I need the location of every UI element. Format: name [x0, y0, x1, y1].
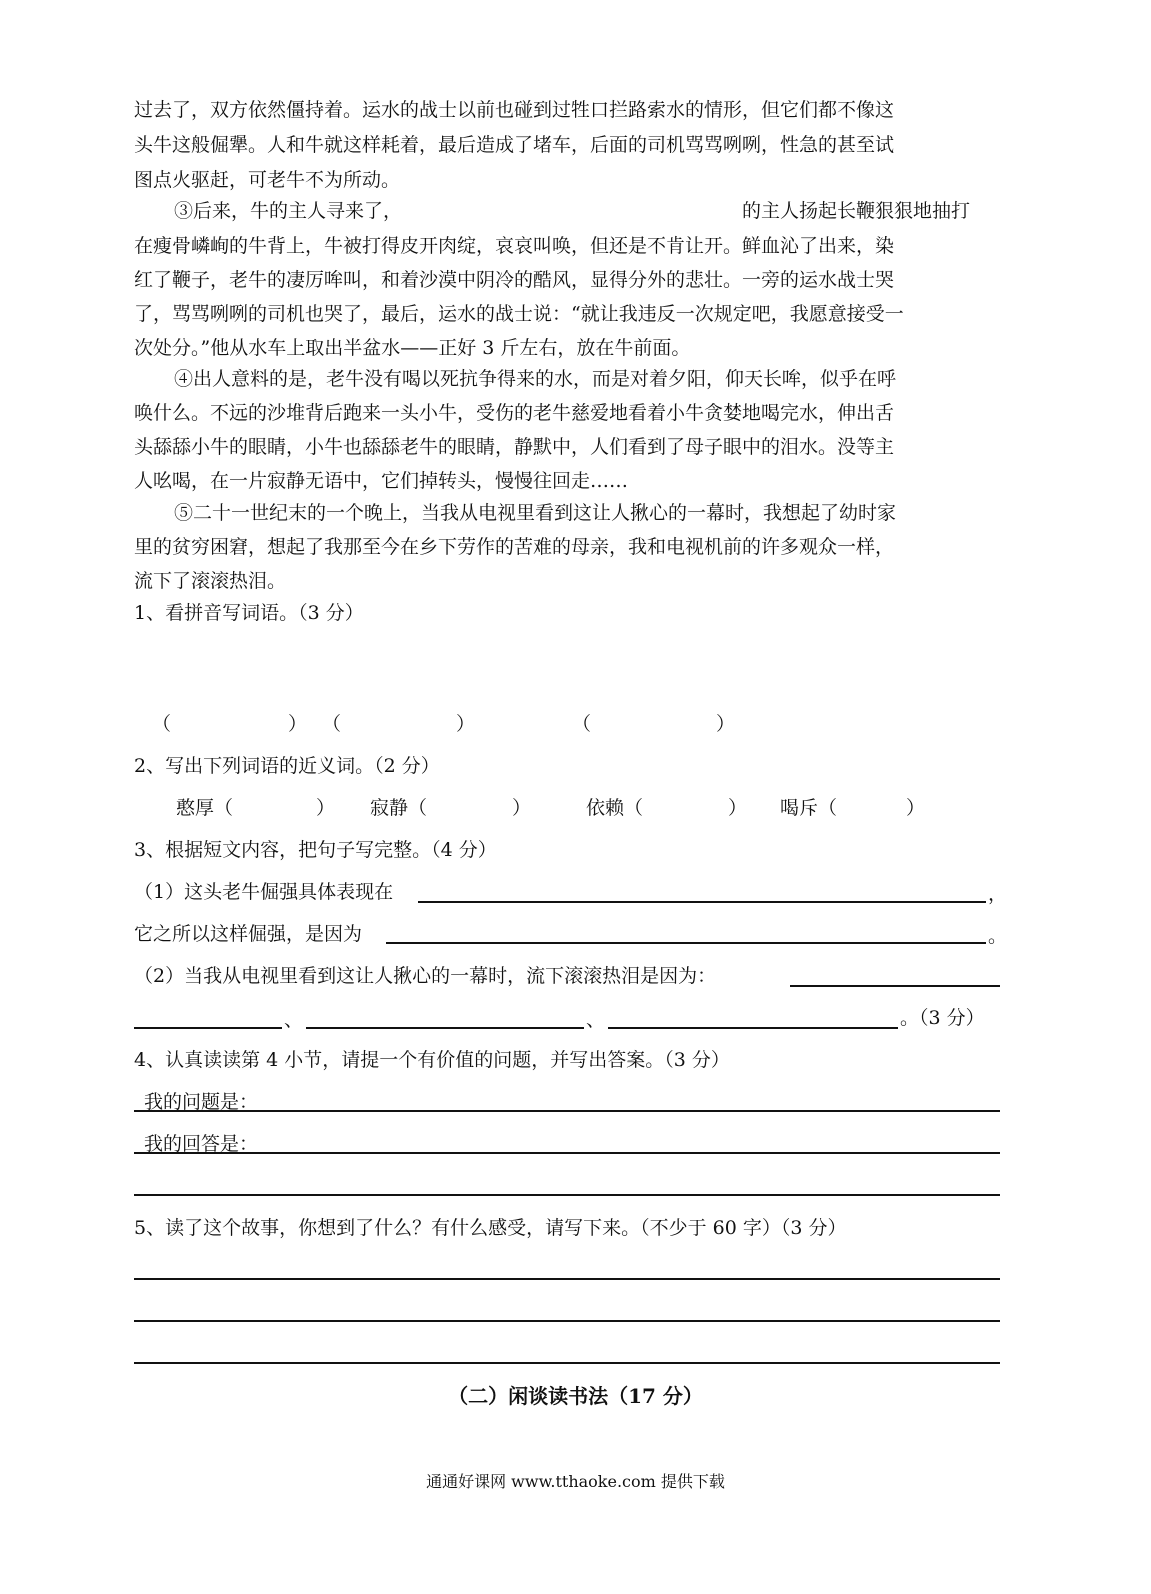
answer-line[interactable]: [134, 1278, 1000, 1280]
synonym-paren-close: ）: [906, 797, 926, 819]
punct: ，: [988, 883, 1008, 905]
punct: 、: [284, 1009, 304, 1031]
passage-line: 头牛这般倔犟。人和牛就这样耗着，最后造成了堵车，后面的司机骂骂咧咧，性急的甚至试: [134, 134, 895, 156]
pinyin-paren-open: （: [152, 713, 172, 735]
pinyin-paren-close: ）: [456, 713, 476, 735]
passage-line: 流下了滚滚热泪。: [134, 570, 287, 592]
question-3: 3、根据短文内容，把句子写完整。（4 分）: [134, 839, 497, 861]
pinyin-paren-close: ）: [716, 713, 736, 735]
answer-line[interactable]: [134, 1362, 1000, 1364]
passage-line: 次处分。”他从水车上取出半盆水——正好 3 斤左右，放在牛前面。: [134, 337, 691, 359]
sentence-1a: （1）这头老牛倔强具体表现在: [134, 881, 394, 903]
pinyin-paren-open: （: [322, 713, 342, 735]
answer-line[interactable]: [418, 901, 986, 903]
pinyin-paren-close: ）: [288, 713, 308, 735]
passage-line: 里的贫穷困窘，想起了我那至今在乡下劳作的苦难的母亲，我和电视机前的许多观众一样，: [134, 536, 895, 558]
punct: 。: [988, 925, 1008, 947]
pinyin-paren-open: （: [572, 713, 592, 735]
answer-line[interactable]: [306, 1027, 584, 1029]
question-2: 2、写出下列词语的近义词。（2 分）: [134, 755, 440, 777]
answer-label: 我的回答是：: [144, 1133, 259, 1155]
passage-line: ③后来，牛的主人寻来了，: [174, 200, 403, 222]
synonym-paren-close: ）: [316, 797, 336, 819]
passage-line: ⑤二十一世纪末的一个晚上，当我从电视里看到这让人揪心的一幕时，我想起了幼时家: [174, 502, 897, 524]
passage-line: 在瘦骨嶙峋的牛背上，牛被打得皮开肉绽，哀哀叫唤，但还是不肯让开。鲜血沁了出来，染: [134, 235, 895, 257]
synonym-word: 寂静（: [370, 797, 428, 819]
synonym-word: 憨厚（: [176, 797, 234, 819]
passage-line: 头舔舔小牛的眼睛，小牛也舔舔老牛的眼睛，静默中，人们看到了母子眼中的泪水。没等主: [134, 436, 895, 458]
answer-line[interactable]: [134, 1110, 1000, 1112]
sentence-2: （2）当我从电视里看到这让人揪心的一幕时，流下滚滚热泪是因为：: [134, 965, 717, 987]
passage-line: 红了鞭子，老牛的凄厉哞叫，和着沙漠中阴冷的酷风，显得分外的悲壮。一旁的运水战士哭: [134, 269, 895, 291]
question-label: 我的问题是：: [144, 1091, 259, 1113]
passage-line: ④出人意料的是，老牛没有喝以死抗争得来的水，而是对着夕阳，仰天长哞，似乎在呼: [174, 368, 897, 390]
section-title: （二）闲谈读书法（17 分）: [448, 1384, 703, 1408]
answer-line[interactable]: [134, 1194, 1000, 1196]
answer-line[interactable]: [134, 1320, 1000, 1322]
passage-line: 的主人扬起长鞭狠狠地抽打: [742, 200, 971, 222]
answer-line[interactable]: [134, 1027, 282, 1029]
passage-line: 图点火驱赶，可老牛不为所动。: [134, 169, 401, 191]
footer: 通通好课网 www.tthaoke.com 提供下载: [426, 1472, 725, 1491]
synonym-word: 喝斥（: [780, 797, 838, 819]
score-label: 。（3 分）: [900, 1007, 985, 1029]
passage-line: 唤什么。不远的沙堆背后跑来一头小牛，受伤的老牛慈爱地看着小牛贪婪地喝完水，伸出舌: [134, 402, 895, 424]
question-1: 1、看拼音写词语。（3 分）: [134, 602, 364, 624]
question-4: 4、认真读读第 4 小节，请提一个有价值的问题，并写出答案。（3 分）: [134, 1049, 730, 1071]
question-5: 5、读了这个故事，你想到了什么？有什么感受，请写下来。（不少于 60 字）（3 分）: [134, 1217, 847, 1239]
answer-line[interactable]: [790, 985, 1000, 987]
answer-line[interactable]: [608, 1027, 898, 1029]
passage-line: 过去了，双方依然僵持着。运水的战士以前也碰到过牲口拦路索水的情形，但它们都不像这: [134, 99, 895, 121]
synonym-paren-close: ）: [512, 797, 532, 819]
synonym-word: 依赖（: [586, 797, 644, 819]
synonym-paren-close: ）: [728, 797, 748, 819]
answer-line[interactable]: [134, 1152, 1000, 1154]
answer-line[interactable]: [386, 942, 986, 944]
passage-line: 了，骂骂咧咧的司机也哭了，最后，运水的战士说：“就让我违反一次规定吧，我愿意接受一: [134, 303, 904, 325]
sentence-1b: 它之所以这样倔强，是因为: [134, 923, 363, 945]
punct: 、: [586, 1009, 606, 1031]
passage-line: 人吆喝，在一片寂静无语中，它们掉转头，慢慢往回走……: [134, 470, 629, 492]
